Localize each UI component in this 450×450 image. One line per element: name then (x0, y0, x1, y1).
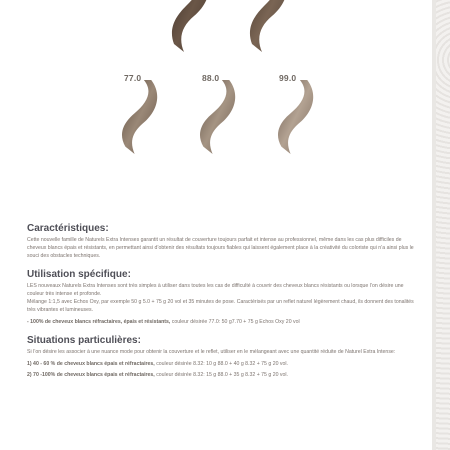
hair-swatch-icon (118, 80, 166, 154)
swatch-99 (274, 80, 322, 154)
hair-swatch-icon (274, 80, 322, 154)
content (27, 222, 415, 386)
section-utilisation (27, 268, 415, 326)
swatch-label-99: 99.0 (279, 73, 297, 83)
section-title: Situations particulières: (27, 335, 141, 346)
section-text: Si l’on désire les associer à une nuance mode pour obtenir la couverture et le reflet, utiliser en le mélangeant avec une quantité réduite de Naturel Extra Intense: (27, 349, 396, 355)
bullet-bold: - 100% de cheveux blancs réfractaires, épais et résistants, (27, 319, 171, 325)
section-caracteristiques (27, 222, 415, 260)
bullet-line (27, 318, 415, 326)
swatch-top-left (170, 0, 218, 52)
section-text: Cette nouvelle famille de Naturels Extra Intenses garantit un résultat de couverture toujours parfait et intense au professionnel, même dans les cas plus difficiles de cheveux blancs épais et résistants, en permettant ainsi d’obtenir des résultats toujours fiables qui laissent également place à la créativité du coloriste qui n’a ainsi plus le souci des obstacles techniques. (27, 237, 414, 259)
section-title: Utilisation spécifique: (27, 269, 131, 280)
situation-item-1 (27, 360, 415, 368)
bullet-rest: couleur désirée 77.0: 50 g7.70 + 75 g Echos Oxy 20 vol (170, 319, 300, 325)
swatch-88 (196, 80, 244, 154)
section-situations (27, 334, 415, 379)
hair-swatch-icon (248, 0, 296, 52)
item-rest: couleur désirée 8.32: 10 g 88.0 + 40 g 8.32 + 75 g 20 vol. (154, 361, 288, 367)
decorative-border (432, 0, 450, 450)
hair-swatch-icon (196, 80, 244, 154)
swatch-label-88: 88.0 (202, 73, 220, 83)
item-bold: 1) 40 - 60 % de cheveux blancs épais et réfractaires, (27, 361, 155, 367)
section-title: Caractéristiques: (27, 223, 109, 234)
section-text: Mélange 1:1,5 avec Echos Oxy, par exemple 50 g 5.0 + 75 g 20 vol et 35 minutes de pose. Caractérisés par un reflet naturel légèrement chaud, ils donnent des tonalités très vibrantes et lumineuses. (27, 299, 414, 313)
hair-swatch-icon (170, 0, 218, 52)
swatch-77 (118, 80, 166, 154)
item-rest: couleur désirée 8.32: 15 g 88.0 + 35 g 8.32 + 75 g 20 vol. (154, 372, 288, 378)
swatch-top-right (248, 0, 296, 52)
swatch-label-77: 77.0 (124, 73, 142, 83)
item-bold: 2) 70 -100% de cheveux blancs épais et réfractaires, (27, 372, 155, 378)
situation-item-2 (27, 371, 415, 379)
section-text: LES nouveaux Naturels Extra Intenses sont très simples à utiliser dans toutes les cas de difficulté à couvrir des cheveux blancs résistants ou lorsque l’on désire une couleur très intense et profonde. (27, 283, 404, 297)
